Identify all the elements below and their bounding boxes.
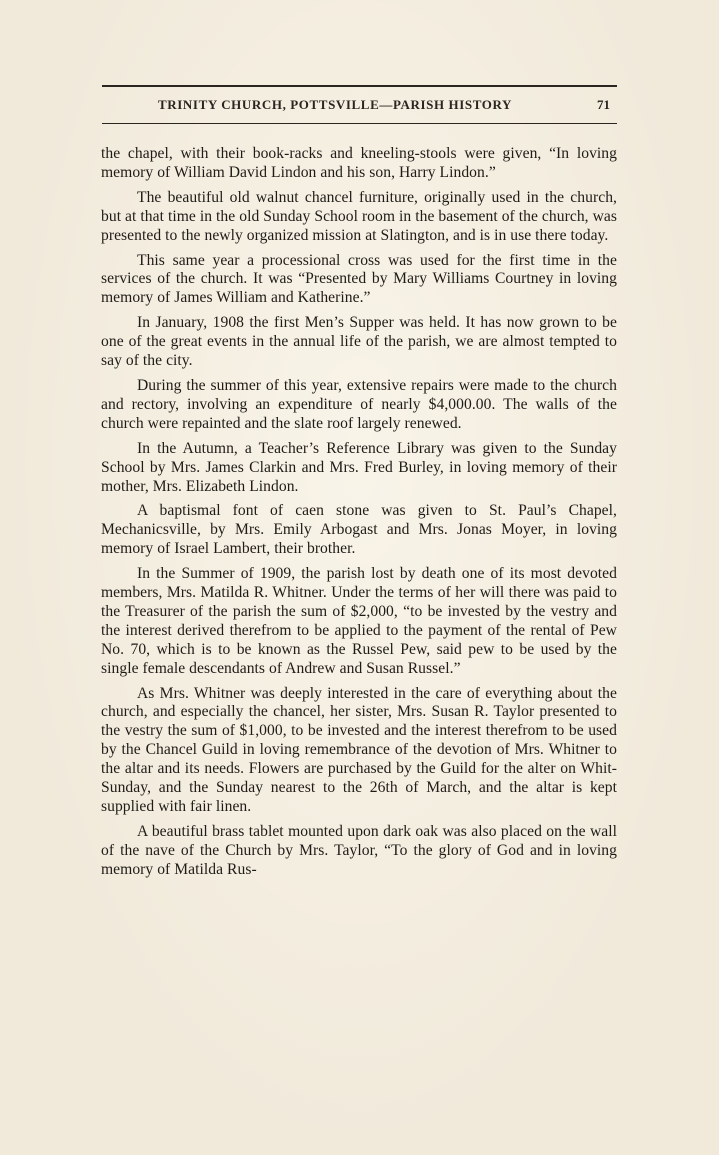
paragraph-6: In the Autumn, a Teacher’s Reference Library was given to the Sunday School by Mrs. James Clarkin and Mrs. Fred Burley, in loving memory of their mother, Mrs. Elizabeth Lindon.	[101, 439, 617, 495]
running-head-title: TRINITY CHURCH, POTTSVILLE—PARISH HISTORY	[158, 97, 513, 112]
header-top-rule	[102, 85, 617, 87]
paragraph-4: In January, 1908 the first Men’s Supper was held. It has now grown to be one of the great events in the annual life of the parish, we are almost tempted to say of the city.	[101, 314, 617, 370]
paragraph-3: This same year a processional cross was used for the first time in the services of the church. It was “Presented by Mary Williams Courtney in loving memory of James William and Katherine.”	[101, 251, 617, 307]
header-bottom-rule	[102, 123, 617, 124]
paragraph-2: The beautiful old walnut chancel furniture, originally used in the church, but at that time in the old Sunday School room in the basement of the church, was presented to the newly organized mission at Slatington, and is in use there today.	[101, 188, 617, 244]
paragraph-7: A baptismal font of caen stone was given to St. Paul’s Chapel, Mechanicsville, by Mrs. Emily Arbogast and Mrs. Jonas Moyer, in loving memory of Israel Lambert, their brother.	[101, 502, 617, 558]
body-text	[101, 145, 617, 886]
paragraph-5: During the summer of this year, extensive repairs were made to the church and rectory, involving an expenditure of nearly $4,000.00. The walls of the church were repainted and the slate roof largely renewed.	[101, 376, 617, 432]
paragraph-9: As Mrs. Whitner was deeply interested in the care of everything about the church, and especially the chancel, her sister, Mrs. Susan R. Taylor presented to the vestry the sum of $1,000, to be invested and the interest therefrom to be used by the Chancel Guild in loving remembrance of the devotion of Mrs. Whitner to the altar and its needs. Flowers are purchased by the Guild for the alter on Whit-Sunday, and the Sunday nearest to the 26th of March, and the altar is kept supplied with fair linen.	[101, 684, 617, 815]
paragraph-1: the chapel, with their book-racks and kneeling-stools were given, “In loving memory of William David Lindon and his son, Harry Lindon.”	[101, 145, 617, 181]
page-number: 71	[597, 97, 610, 112]
paragraph-8: In the Summer of 1909, the parish lost by death one of its most devoted members, Mrs. Matilda R. Whitner. Under the terms of her will there was paid to the Treasurer of the parish the sum of $2,000, “to be invested by the vestry and the interest derived therefrom to be applied to the payment of the rental of Pew No. 70, which is to be known as the Russel Pew, said pew to be used by the single female descendants of Andrew and Susan Russel.”	[101, 565, 617, 677]
paragraph-10: A beautiful brass tablet mounted upon dark oak was also placed on the wall of the nave of the Church by Mrs. Taylor, “To the glory of God and in loving memory of Matilda Rus-	[101, 822, 617, 878]
